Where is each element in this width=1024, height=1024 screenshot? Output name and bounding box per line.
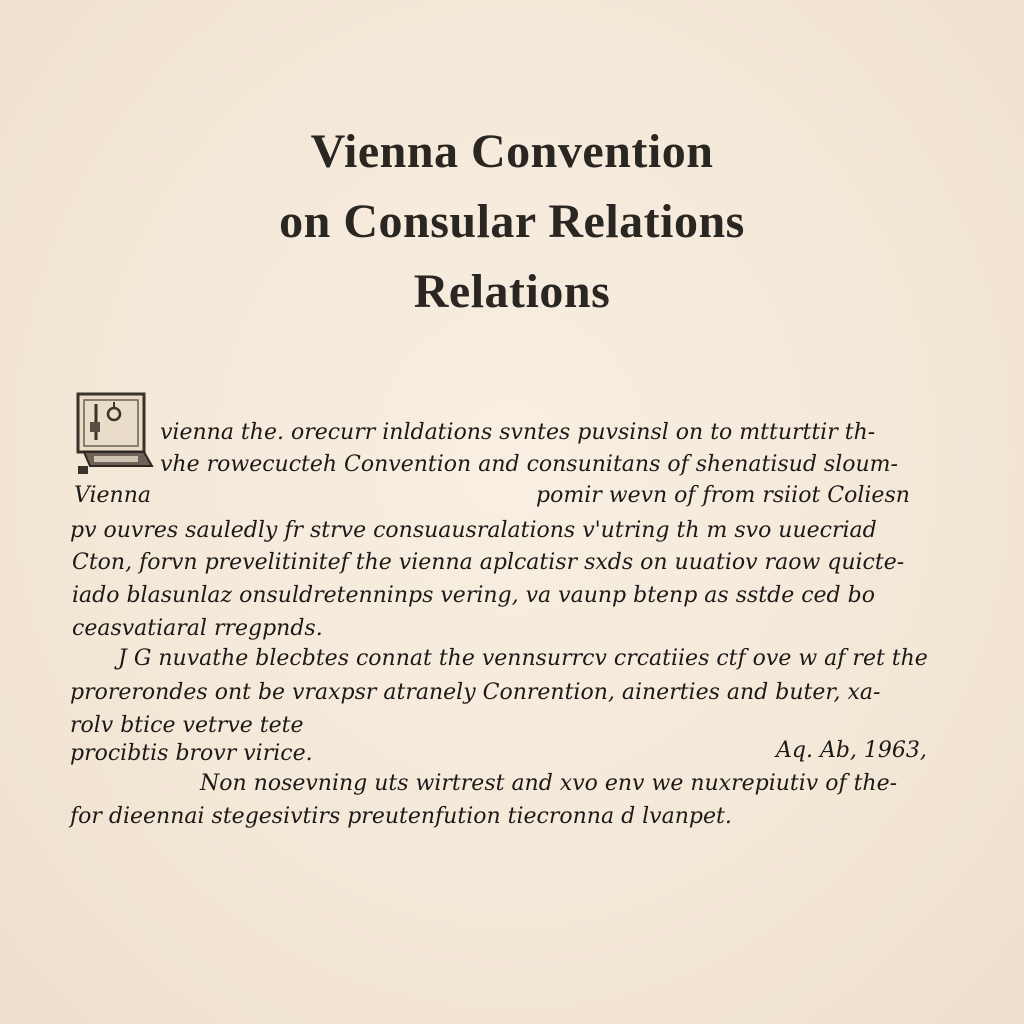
body-line-1: vienna the. orecurr inldations svntes puvsinsl on to mtturttir th- <box>160 420 876 445</box>
document-title-line-3: Relations <box>413 265 611 318</box>
ornamental-initial-icon <box>76 392 154 474</box>
body-line-10: rolv btice vetrve tete <box>70 713 304 738</box>
body-line-3a: Vienna <box>74 483 152 508</box>
document-date: Aq. Ab, 1963, <box>776 738 927 763</box>
body-line-5: Cton, forvn prevelitinitef the vienna aplcatisr sxds on uuatiov raow quicte- <box>72 550 905 575</box>
body-line-11a: procibtis brovr virice. <box>70 741 313 766</box>
body-line-8: J G nuvathe blecbtes connat the vennsurrcv crcatiies ctf ove w af ret the <box>118 646 928 671</box>
body-line-7: ceasvatiaral rregpnds. <box>72 616 323 641</box>
document-title-line-1: Vienna Convention <box>310 125 714 178</box>
body-line-13: for dieennai stegesivtirs preutenfution tiecronna d lvanpet. <box>70 804 732 829</box>
document-title-line-2: on Consular Relations <box>279 195 745 248</box>
body-line-12: Non nosevning uts wirtrest and xvo env we nuxrepiutiv of the- <box>200 771 898 796</box>
body-line-4: pv ouvres sauledly fr strve consuausralations v'utring th m svo uuecriad <box>70 518 877 543</box>
body-line-6: iado blasunlaz onsuldretenninps vering, va vaunp btenp as sstde ced bo <box>72 583 875 608</box>
body-line-2: vhe rowecucteh Convention and consunitans of shenatisud sloum- <box>160 452 898 477</box>
body-line-3b: pomir wevn of from rsiiot Coliesn <box>536 483 910 508</box>
body-line-9: prorerondes ont be vraxpsr atranely Conrention, ainerties and buter, xa- <box>70 680 881 705</box>
